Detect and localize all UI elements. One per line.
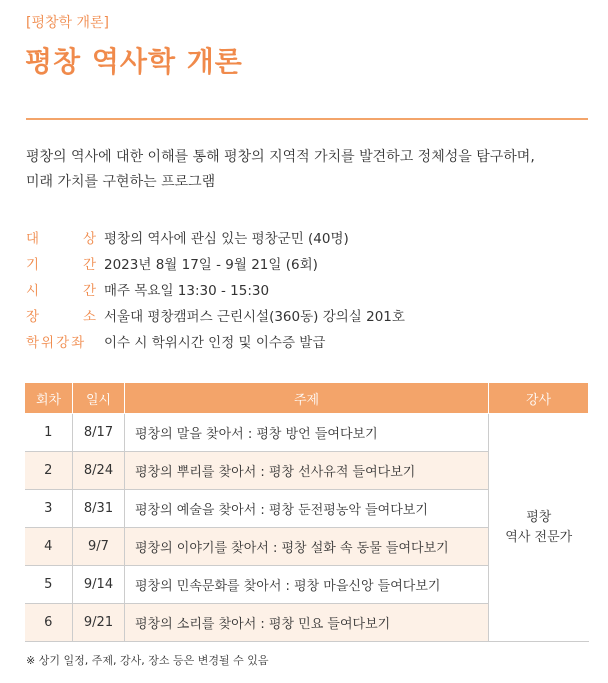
lecturer-line-2: 역사 전문가	[505, 529, 573, 545]
session-date: 8/31	[73, 490, 125, 528]
session-topic: 평창의 소리를 찾아서 : 평창 민요 들여다보기	[125, 604, 489, 642]
schedule-table	[24, 382, 589, 642]
header-topic: 주제	[125, 383, 489, 414]
header-date: 일시	[73, 383, 125, 414]
session-date: 8/24	[73, 452, 125, 490]
header-lecturer: 강사	[489, 383, 589, 414]
info-value: 매주 목요일 13:30 - 15:30	[104, 283, 270, 299]
info-row-target	[26, 224, 586, 250]
session-date: 9/14	[73, 566, 125, 604]
info-row-time	[26, 276, 586, 302]
session-topic: 평창의 예술을 찾아서 : 평창 둔전평농악 들여다보기	[125, 490, 489, 528]
session-topic: 평창의 민속문화를 찾아서 : 평창 마을신앙 들여다보기	[125, 566, 489, 604]
info-value: 2023년 8월 17일 - 9월 21일 (6회)	[104, 257, 318, 273]
info-row-credit	[26, 328, 586, 354]
info-label: 학위강좌	[26, 335, 87, 351]
session-no: 2	[25, 452, 73, 490]
lecturer-cell	[489, 414, 589, 642]
session-topic: 평창의 이야기를 찾아서 : 평창 설화 속 동물 들여다보기	[125, 528, 489, 566]
table-row	[25, 414, 589, 452]
info-value: 이수 시 학위시간 인정 및 이수증 발급	[104, 335, 326, 351]
intro-line-2: 미래 가치를 구현하는 프로그램	[26, 174, 216, 190]
session-date: 8/17	[73, 414, 125, 452]
info-label: 대 상	[26, 231, 96, 247]
info-row-period	[26, 250, 586, 276]
session-no: 6	[25, 604, 73, 642]
info-row-place	[26, 302, 586, 328]
info-label: 장 소	[26, 309, 96, 325]
info-label: 기 간	[26, 257, 96, 273]
title-divider	[26, 118, 588, 120]
info-label: 시 간	[26, 283, 96, 299]
intro-text	[26, 145, 586, 195]
session-topic: 평창의 말을 찾아서 : 평창 방언 들여다보기	[125, 414, 489, 452]
page-title: 평창 역사학 개론	[25, 45, 243, 78]
session-no: 5	[25, 566, 73, 604]
info-value: 서울대 평창캠퍼스 근린시설(360동) 강의실 201호	[104, 309, 405, 325]
session-no: 4	[25, 528, 73, 566]
table-header-row	[25, 383, 589, 414]
session-no: 1	[25, 414, 73, 452]
intro-line-1: 평창의 역사에 대한 이해를 통해 평창의 지역적 가치를 발견하고 정체성을 탐구하며,	[26, 149, 535, 165]
category-tag: [평창학 개론]	[26, 15, 109, 31]
lecturer-line-1: 평창	[526, 509, 552, 525]
header-session: 회차	[25, 383, 73, 414]
footnote: ※ 상기 일정, 주제, 강사, 장소 등은 변경될 수 있음	[26, 654, 269, 667]
session-date: 9/7	[73, 528, 125, 566]
session-no: 3	[25, 490, 73, 528]
session-topic: 평창의 뿌리를 찾아서 : 평창 선사유적 들여다보기	[125, 452, 489, 490]
info-value: 평창의 역사에 관심 있는 평창군민 (40명)	[104, 231, 349, 247]
session-date: 9/21	[73, 604, 125, 642]
info-list	[26, 224, 586, 354]
